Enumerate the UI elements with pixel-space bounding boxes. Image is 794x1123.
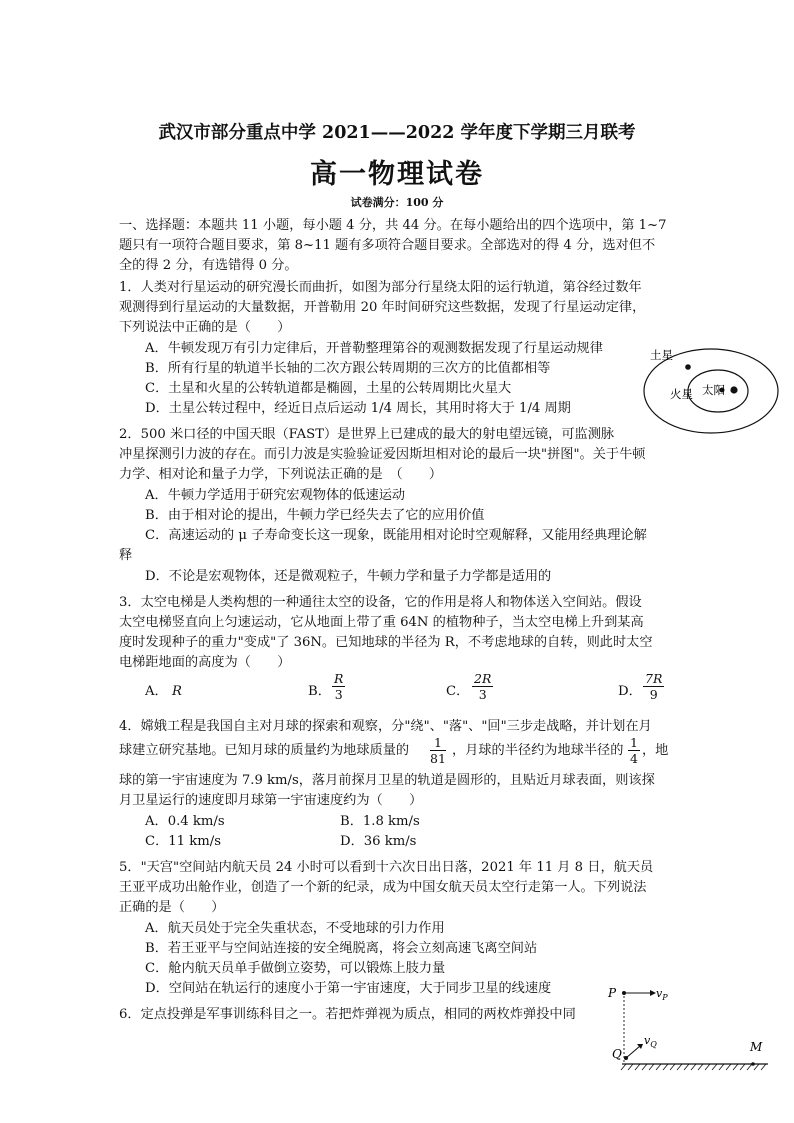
exam-subject-title: 高一物理试卷	[310, 159, 484, 190]
q2-option-c: C．高速运动的 μ 子寿命变长这一现象，既能用相对论时空观解释，又能用经典理论解	[145, 528, 647, 543]
q1-option-a: A．牛顿发现万有引力定律后，开普勒整理第谷的观测数据发现了行星运动规律	[145, 341, 603, 356]
q3-option-d-fraction	[643, 671, 664, 702]
q4-stem-line-4: 月卫星运行的速度即月球第一宇宙速度约为（ ）	[119, 793, 423, 808]
exam-header-title: 武汉市部分重点中学 2021——2022 学年度下学期三月联考	[158, 123, 636, 143]
q5-stem-line-2: 王亚平成功出舱作业，创造了一个新的纪录，成为中国女航天员太空行走第一人。下列说法	[119, 880, 647, 895]
q5-option-a: A．航天员处于完全失重状态，不受地球的引力作用	[145, 921, 445, 936]
q3-option-c-numerator: 2R	[474, 671, 492, 686]
ground-hatching	[621, 1064, 766, 1070]
q4-option-b: B．1.8 km/s	[340, 814, 420, 829]
q4-stem-line-3: 球的第一宇宙速度为 7.9 km/s，落月前探月卫星的轨道是圆形的，且贴近月球表面，则该探	[119, 773, 655, 788]
q3-stem-line-1: 3．太空电梯是人类构想的一种通往太空的设备，它的作用是将人和物体送入空间站。假设	[119, 595, 642, 610]
planet-orbit-diagram	[640, 343, 780, 438]
saturn-dot	[685, 364, 691, 370]
q6-stem-line-1: 6．定点投弹是军事训练科目之一。若把炸弹视为质点，相同的两枚炸弹投中同	[119, 1007, 576, 1022]
mars-label: 火星	[670, 387, 693, 401]
sun-label: 太阳	[702, 383, 725, 397]
q3-option-d-numerator: 7R	[645, 671, 663, 686]
q4-option-c: C．11 km/s	[145, 834, 221, 849]
q3-option-d-denominator: 9	[649, 687, 658, 702]
saturn-label: 土星	[650, 348, 673, 362]
q4-mass-ratio-denominator: 81	[430, 751, 446, 766]
section-instructions-line-1: 一、选择题：本题共 11 小题，每小题 4 分，共 44 分。在每小题给出的四个选项中，第 1~7	[119, 218, 667, 233]
q4-radius-ratio-numerator: 1	[630, 735, 638, 750]
q3-option-b-label: B．	[308, 684, 331, 699]
q1-option-c: C．土星和火星的公转轨道都是椭圆，土星的公转周期比火星大	[145, 381, 512, 396]
q4-option-d: D．36 km/s	[340, 834, 417, 849]
q5-option-d: D．空间站在轨运行的速度小于第一宇宙速度，大于同步卫星的线速度	[145, 981, 552, 996]
q3-stem-line-3: 度时发现种子的重力"变成"了 36N。已知地球的半径为 R，不考虑地球的自转，则此时太空	[119, 635, 653, 650]
q3-option-b-numerator: R	[334, 671, 344, 686]
q4-mass-ratio-numerator: 1	[430, 735, 446, 751]
q1-stem-line-1: 1．人类对行星运动的研究漫长而曲折，如图为部分行星绕太阳的运行轨道，第谷经过数年	[119, 280, 642, 295]
label-vq: $v_Q$	[644, 1034, 657, 1049]
section-instructions-line-2: 题只有一项符合题目要求，第 8~11 题有多项符合题目要求。全部选对的得 4 分，选对但不	[119, 238, 656, 253]
q3-stem-line-2: 太空电梯竖直向上匀速运动，它从地面上带了重 64N 的植物种子，当太空电梯上升到某高	[119, 615, 644, 630]
q4-stem-line-1: 4．嫦娥工程是我国自主对月球的探索和观察，分"绕"、"落"、"回"三步走战略，并计划在月	[119, 719, 652, 734]
point-m	[751, 1062, 755, 1066]
q1-stem-line-3: 下列说法中正确的是（ ）	[119, 320, 291, 335]
q3-option-b-denominator: 3	[334, 687, 343, 702]
q3-option-c-fraction	[472, 671, 493, 702]
q1-stem-line-2: 观测得到行星运动的大量数据，开普勒用 20 年时间研究这些数据，发现了行星运动定律，	[119, 300, 646, 315]
sun-dot	[730, 386, 737, 393]
q1-option-b: B．所有行星的轨道半长轴的二次方跟公转周期的三次方的比值都相等	[145, 361, 551, 376]
q1-option-d: D．土星公转过程中，经近日点后运动 1/4 周长，其用时将大于 1/4 周期	[145, 401, 571, 416]
q3-option-c-label: C．	[446, 684, 470, 699]
q5-option-b: B．若王亚平与空间站连接的安全绳脱离，将会立刻高速飞离空间站	[145, 941, 538, 956]
q5-stem-line-3: 正确的是（ ）	[119, 900, 225, 915]
q2-option-d: D．不论是宏观物体，还是微观粒子，牛顿力学和量子力学都是适用的	[145, 569, 552, 584]
q5-stem-line-1: 5．"天宫"空间站内航天员 24 小时可以看到十六次日出日落，2021 年 11 月 8 日，航天员	[119, 860, 654, 875]
q4-stem-line-2c: ，地	[642, 743, 669, 758]
section-instructions-line-3: 全的得 2 分，有选错得 0 分。	[119, 258, 298, 273]
exam-total-score: 试卷满分：100 分	[350, 196, 444, 209]
q3-option-b-fraction	[332, 671, 345, 702]
q4-mass-ratio-fraction	[430, 735, 446, 766]
q3-stem-line-4: 电梯距地面的高度为（ ）	[119, 655, 291, 670]
q2-option-c-continued: 释	[119, 548, 133, 563]
q2-stem-line-2: 冲星探测引力波的存在。而引力波是实验验证爱因斯坦相对论的最后一块"拼图"。关于牛顿	[119, 447, 646, 462]
q3-option-d-label: D．	[618, 684, 642, 699]
q2-option-b: B．由于相对论的提出，牛顿力学已经失去了它的应用价值	[145, 508, 485, 523]
label-q: Q	[612, 1047, 622, 1061]
q3-option-a-label: A．	[145, 684, 168, 699]
q4-radius-ratio-fraction	[628, 735, 640, 766]
q3-option-c-denominator: 3	[478, 687, 487, 702]
velocity-q-arrow	[626, 1046, 640, 1058]
label-p: P	[608, 986, 617, 1000]
q4-option-a: A．0.4 km/s	[145, 814, 225, 829]
label-m: M	[750, 1040, 763, 1054]
q2-stem-line-1: 2．500 米口径的中国天眼（FAST）是世界上已建成的最大的射电望远镜，可监测脉	[119, 427, 615, 442]
q5-option-c: C．舱内航天员单手做倒立姿势，可以锻炼上肢力量	[145, 961, 446, 976]
q3-option-a-value: R	[172, 684, 182, 699]
q2-option-a: A．牛顿力学适用于研究宏观物体的低速运动	[145, 488, 406, 503]
bomb-drop-diagram	[600, 978, 780, 1078]
q2-stem-line-3: 力学、相对论和量子力学，下列说法正确的是 （ ）	[119, 467, 443, 482]
q4-stem-line-2a: 球建立研究基地。已知月球的质量约为地球质量的	[119, 743, 410, 758]
q4-radius-ratio-denominator: 4	[630, 751, 638, 766]
label-vp: $v_P$	[656, 987, 668, 1002]
q4-stem-line-2b: ，月球的半径约为地球半径的	[452, 743, 624, 758]
